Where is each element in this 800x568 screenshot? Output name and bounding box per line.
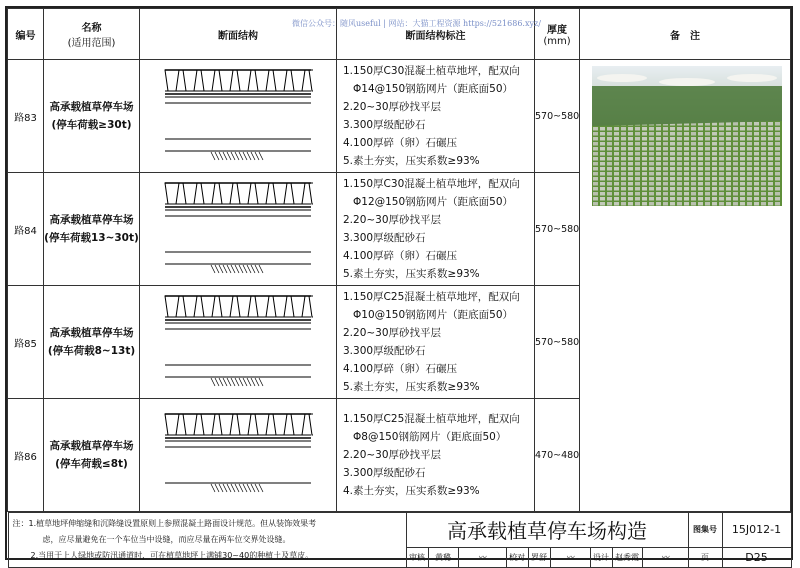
- row-thickness: 570~580: [535, 173, 580, 286]
- compacted-soil-hatch: [211, 484, 263, 492]
- compacted-soil-hatch: [211, 378, 263, 386]
- annotation-line: 4.100厚碎（卵）石碾压: [343, 363, 458, 375]
- checker-name: 罗舒: [528, 547, 550, 567]
- section-drawing: [163, 411, 313, 496]
- section-drawing: [163, 67, 313, 162]
- row-name: [44, 173, 140, 286]
- row-thickness: 470~480: [535, 399, 580, 512]
- annotation-line: 2.20~30厚砂找平层: [343, 449, 442, 461]
- watermark: 微信公众号：随风useful | 网站：大猫工程资源 https://521686.xyz/: [292, 19, 541, 28]
- note-2: 2.当用于上人绿地或防汛通道时，可在植草地坪上满铺30~40的种植土及草皮。: [30, 551, 314, 560]
- row-range: (停车荷载13~30t): [44, 232, 139, 244]
- drawing-title: 高承载植草停车场构造: [406, 513, 688, 548]
- annotation-line: 1.150厚C25混凝土植草地坪，配双向: [343, 291, 520, 303]
- page-number: D25: [722, 547, 791, 567]
- annotation-line: 1.150厚C30混凝土植草地坪，配双向: [343, 178, 520, 190]
- section-cell: [140, 60, 337, 173]
- annotation-line: 2.20~30厚砂找平层: [343, 101, 442, 113]
- note-1-cont: 虑，应尽量避免在一个车位当中设缝，而应尽量在两车位交界处设缝。: [42, 535, 291, 544]
- header-row: [8, 9, 791, 60]
- review-label: 审核: [406, 547, 428, 567]
- annotation-line: 4.100厚碎（卵）石碾压: [343, 250, 458, 262]
- section-drawing: [163, 293, 313, 388]
- annotation-line: 3.300厚级配砂石: [343, 119, 426, 131]
- atlas-number: 15J012-1: [722, 513, 791, 548]
- col-annotation: 断面结构标注: [337, 9, 535, 60]
- section-drawing: [163, 180, 313, 275]
- annotation-line: Φ10@150钢筋网片（距底面50）: [353, 309, 514, 321]
- concrete-grass-layer: [165, 70, 313, 97]
- annotation-line: 4.素土夯实，压实系数≥93%: [343, 485, 480, 497]
- row-name-label: 高承载植草停车场: [49, 214, 134, 226]
- designer-signature: 〰: [642, 547, 688, 567]
- annotation-line: 5.素土夯实，压实系数≥93%: [343, 268, 480, 280]
- page-label: 页: [688, 547, 722, 567]
- crushed-stone-layer: [165, 252, 311, 264]
- annotation-cell: [337, 60, 535, 173]
- row-thickness: 570~580: [535, 60, 580, 173]
- row-name: [44, 399, 140, 512]
- annotation-line: 1.150厚C30混凝土植草地坪，配双向: [343, 65, 520, 77]
- col-name: [44, 9, 140, 60]
- section-cell: [140, 173, 337, 286]
- drawing-sheet: [5, 6, 793, 564]
- concrete-grass-layer: [165, 183, 313, 210]
- grass-paver-photo: [592, 66, 782, 206]
- atlas-label: 图集号: [688, 513, 722, 548]
- row-name-label: 高承载植草停车场: [49, 440, 134, 452]
- graded-gravel-layer: [165, 103, 311, 139]
- col-name-label: 名称: [81, 23, 102, 34]
- sand-layer: [165, 441, 311, 447]
- annotation-line: Φ14@150钢筋网片（距底面50）: [353, 83, 514, 95]
- col-name-sub: (适用范围): [67, 38, 116, 49]
- check-label: 校对: [506, 547, 528, 567]
- row-range: (停车荷载≥30t): [51, 119, 132, 131]
- annotation-line: 3.300厚级配砂石: [343, 467, 426, 479]
- row-code: 路85: [8, 286, 44, 399]
- annotation-cell: [337, 399, 535, 512]
- sand-layer: [165, 210, 311, 216]
- compacted-soil-hatch: [211, 265, 263, 273]
- row-code: 路86: [8, 399, 44, 512]
- annotation-line: 2.20~30厚砂找平层: [343, 327, 442, 339]
- row-name-label: 高承载植草停车场: [49, 101, 134, 113]
- concrete-grass-layer: [165, 414, 313, 441]
- annotation-line: 5.素土夯实，压实系数≥93%: [343, 381, 480, 393]
- footer-row: [8, 512, 791, 568]
- section-cell: [140, 286, 337, 399]
- note-1: 注：1.植草地坪伸缩缝和沉降缝设置原则上参照混凝土路面设计规范。但从装饰效果考: [12, 519, 317, 528]
- crushed-stone-layer: [165, 139, 311, 151]
- row-name: [44, 286, 140, 399]
- col-section: 断面结构: [140, 9, 337, 60]
- reviewer-name: 黄璐: [428, 547, 458, 567]
- col-code: 编号: [8, 9, 44, 60]
- row-name-label: 高承载植草停车场: [49, 327, 134, 339]
- annotation-line: 3.300厚级配砂石: [343, 232, 426, 244]
- row-range: (停车荷载8~13t): [47, 345, 136, 357]
- annotation-line: 1.150厚C25混凝土植草地坪，配双向: [343, 413, 520, 425]
- design-label: 设计: [590, 547, 612, 567]
- row-code: 路83: [8, 60, 44, 173]
- col-thickness-unit: (mm): [543, 36, 571, 47]
- checker-signature: 〰: [550, 547, 590, 567]
- annotation-line: 3.300厚级配砂石: [343, 345, 426, 357]
- crushed-stone-layer: [165, 365, 311, 377]
- section-cell: [140, 399, 337, 512]
- graded-gravel-layer: [165, 216, 311, 252]
- sand-layer: [165, 323, 311, 329]
- row-name: [44, 60, 140, 173]
- annotation-line: 2.20~30厚砂找平层: [343, 214, 442, 226]
- col-thickness: [535, 9, 580, 60]
- photo-image: [592, 66, 782, 206]
- annotation-line: 5.素土夯实，压实系数≥93%: [343, 155, 480, 167]
- col-remarks: 备 注: [580, 9, 791, 60]
- annotation-cell: [337, 286, 535, 399]
- col-thickness-label: 厚度: [547, 25, 567, 36]
- compacted-soil-hatch: [211, 152, 263, 160]
- annotation-line: Φ12@150钢筋网片（距底面50）: [353, 196, 514, 208]
- reviewer-signature: 〰: [458, 547, 506, 567]
- graded-gravel-layer: [165, 447, 311, 483]
- notes: [8, 513, 406, 568]
- row-thickness: 570~580: [535, 286, 580, 399]
- row-code: 路84: [8, 173, 44, 286]
- annotation-line: Φ8@150钢筋网片（距底面50）: [353, 431, 507, 443]
- sand-layer: [165, 97, 311, 103]
- designer-name: 赵秀霞: [612, 547, 642, 567]
- graded-gravel-layer: [165, 329, 311, 365]
- annotation-cell: [337, 173, 535, 286]
- row-range: (停车荷载≤8t): [55, 458, 128, 470]
- annotation-line: 4.100厚碎（卵）石碾压: [343, 137, 458, 149]
- concrete-grass-layer: [165, 296, 313, 323]
